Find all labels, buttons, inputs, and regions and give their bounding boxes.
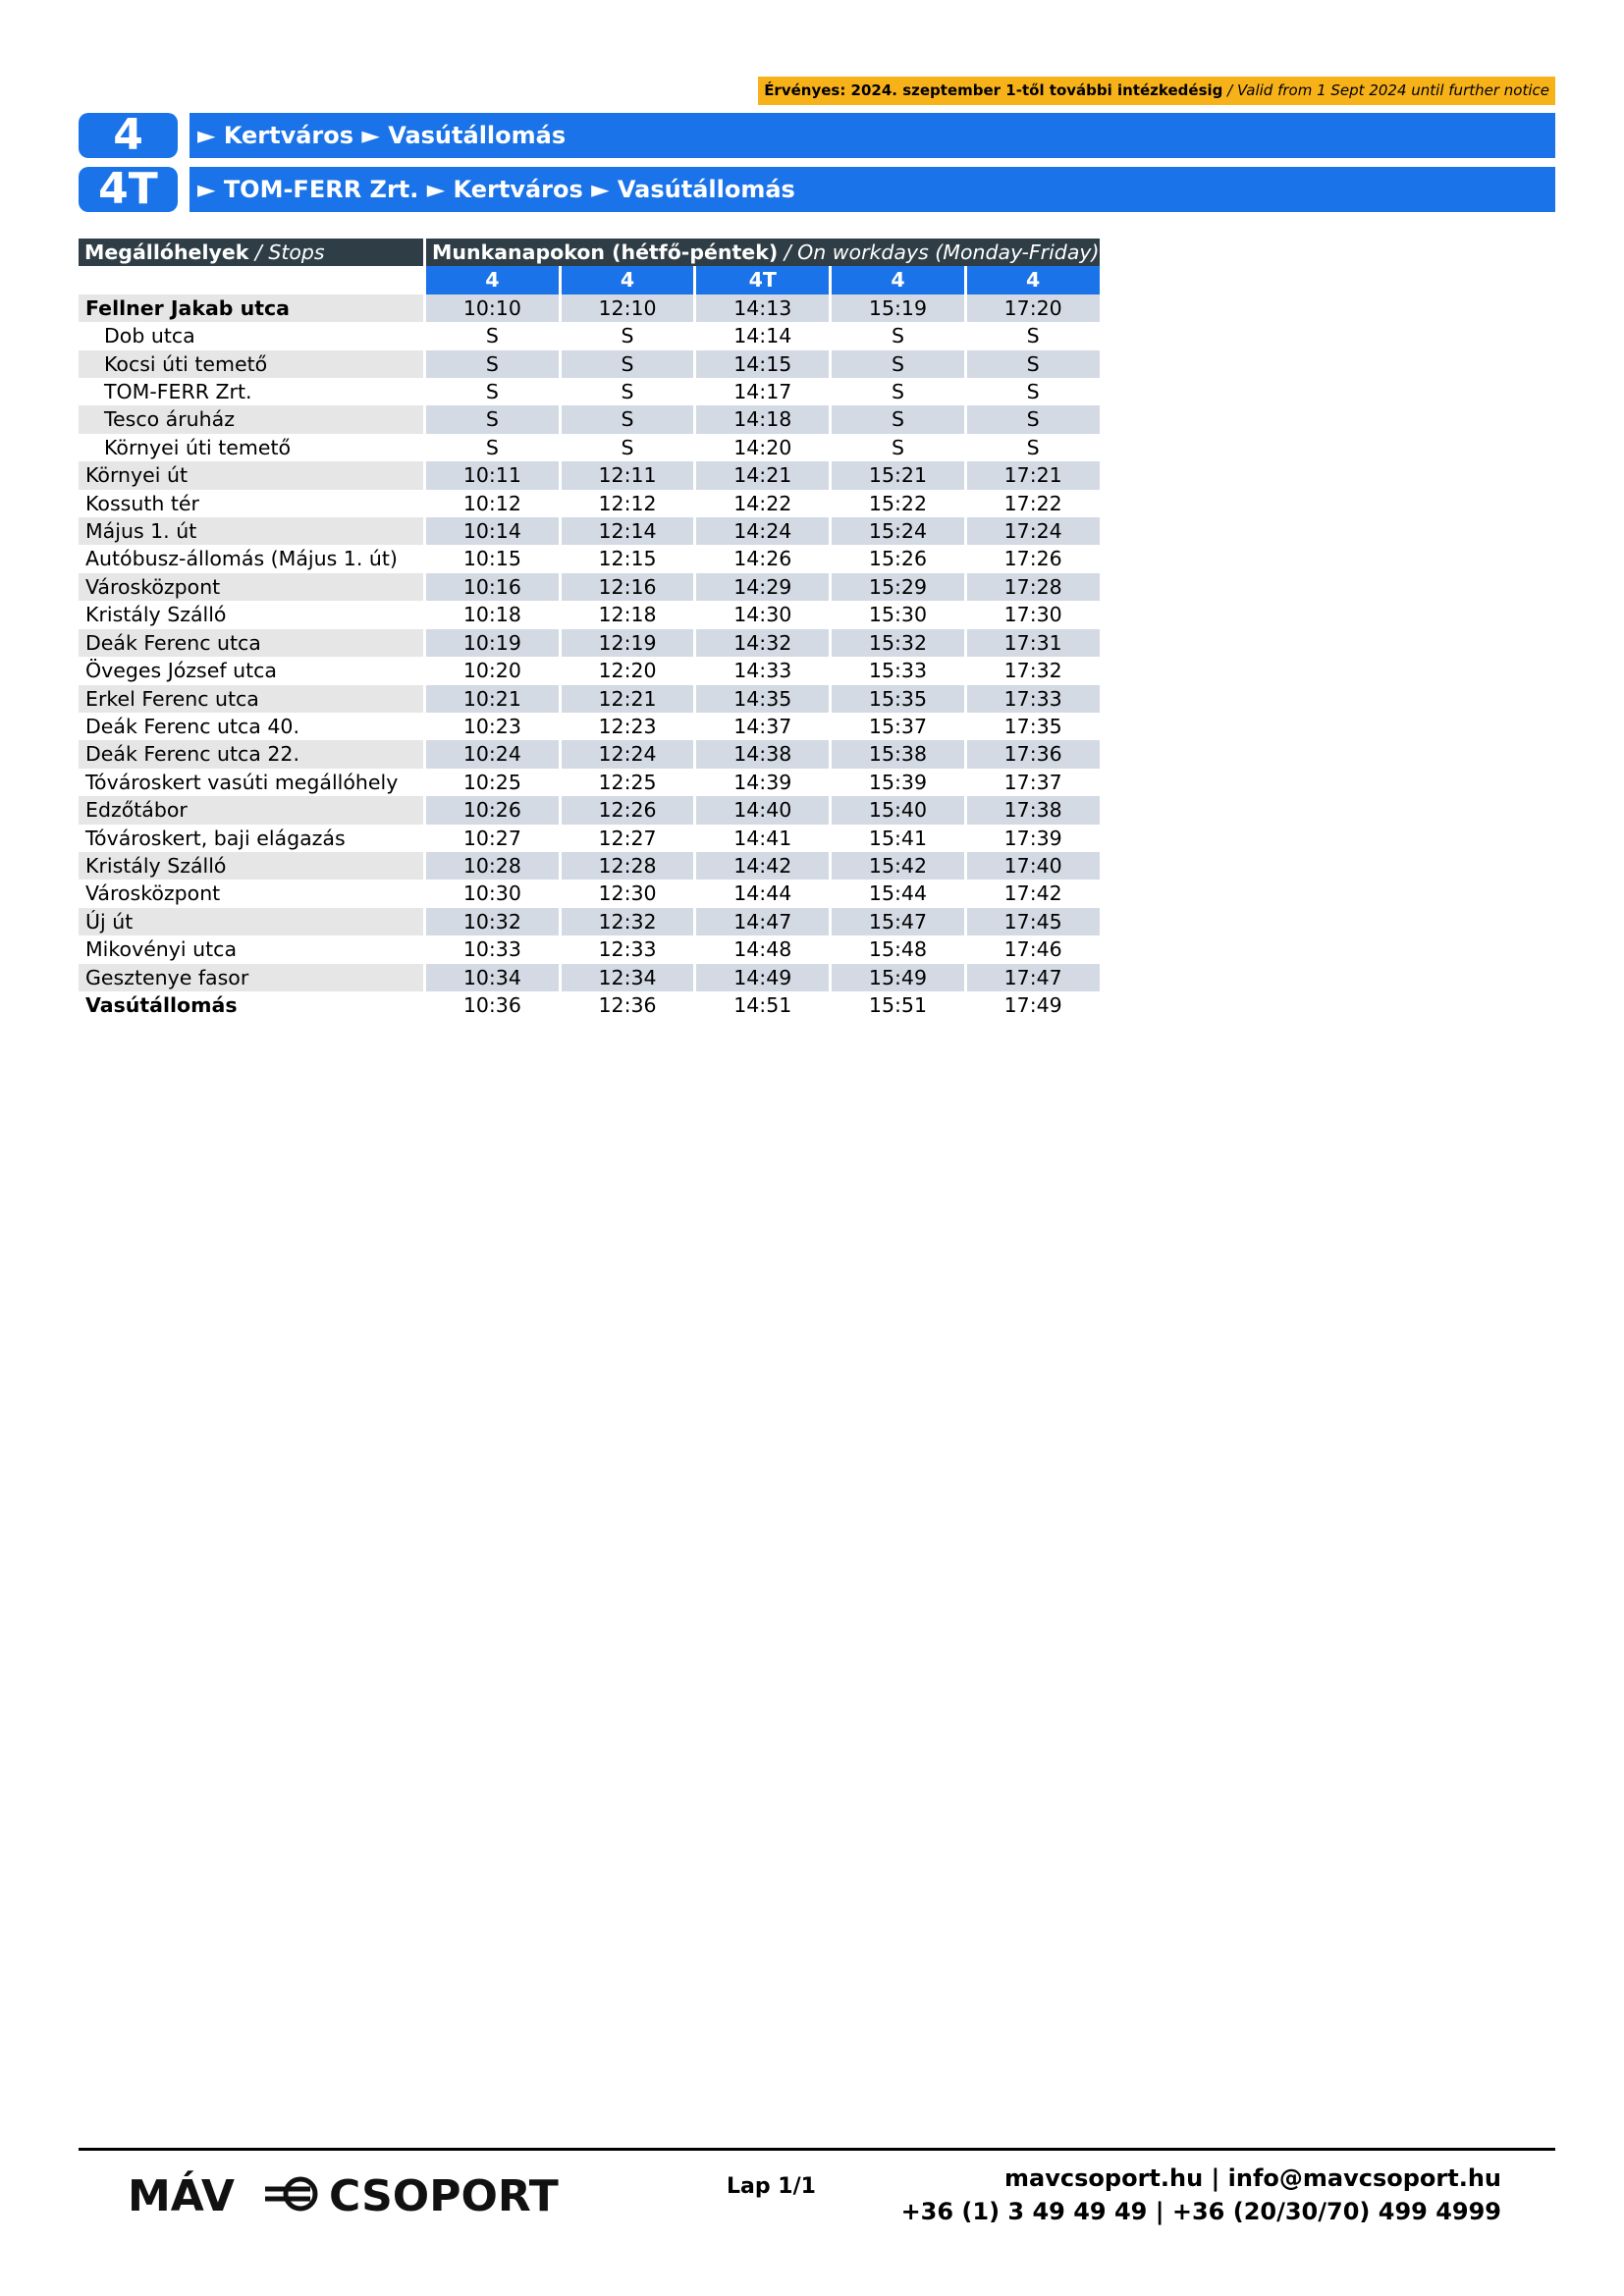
table-row [79, 294, 1100, 322]
departure-time: 15:42 [832, 852, 964, 880]
departure-time: 10:28 [426, 852, 559, 880]
stop-name: Deák Ferenc utca [79, 629, 423, 657]
route-badge: 4T [79, 167, 178, 212]
timetable-header-row [79, 239, 1100, 266]
departure-time: 12:33 [598, 937, 657, 962]
stops-header [79, 239, 423, 266]
departure-time: 10:19 [426, 629, 559, 657]
table-row [79, 657, 1100, 684]
departure-time: 12:26 [562, 796, 694, 824]
departure-time: 17:49 [1003, 992, 1062, 1017]
page-number: Lap 1/1 [727, 2174, 816, 2199]
departure-time: 15:44 [868, 881, 927, 906]
table-row [79, 713, 1100, 740]
departure-time: 12:24 [562, 740, 694, 768]
stops-header-hu: Megállóhelyek [84, 240, 249, 264]
departure-time: 14:26 [733, 547, 792, 571]
departure-time: 15:47 [832, 908, 964, 935]
departure-time: S [1026, 324, 1040, 348]
contact-web-email: mavcsoport.hu | info@mavcsoport.hu [1004, 2164, 1501, 2192]
departure-time: S [485, 380, 499, 404]
table-row [79, 573, 1100, 601]
departure-time: S [891, 324, 904, 348]
stop-name: Erkel Ferenc utca [79, 685, 423, 713]
table-row [79, 796, 1100, 824]
departure-time: 14:20 [733, 435, 792, 459]
table-row [79, 434, 1100, 461]
departure-time: S [485, 324, 499, 348]
departure-time: S [562, 405, 694, 433]
route-row-4t [79, 164, 1555, 214]
departure-time: S [967, 405, 1100, 433]
stop-name: Deák Ferenc utca 22. [79, 740, 423, 768]
departure-time: 17:31 [967, 629, 1100, 657]
table-row [79, 880, 1100, 907]
stop-name: Tesco áruház [79, 405, 423, 433]
table-row [79, 461, 1100, 489]
route-path: ► Kertváros ► Vasútállomás [189, 113, 1555, 158]
departure-time: 12:10 [562, 294, 694, 322]
departure-time: 15:21 [832, 461, 964, 489]
departure-time: 17:39 [1003, 826, 1062, 850]
stop-name: Május 1. út [79, 517, 423, 545]
departure-time: 15:51 [868, 992, 927, 1017]
departure-time: 14:37 [733, 714, 792, 738]
stop-name: Kossuth tér [85, 491, 199, 515]
route-column-head: 4 [967, 266, 1100, 294]
stops-header-en: / Stops [248, 240, 325, 264]
departure-time: 17:40 [967, 852, 1100, 880]
departure-time: 14:51 [733, 992, 792, 1017]
departure-time: 10:27 [462, 826, 521, 850]
stop-name: Autóbusz-állomás (Május 1. út) [85, 547, 398, 571]
table-row [79, 629, 1100, 657]
departure-time: 14:21 [696, 461, 829, 489]
departure-time: 15:22 [868, 491, 927, 515]
departure-time: 14:42 [696, 852, 829, 880]
departure-time: S [621, 380, 634, 404]
table-row [79, 545, 1100, 572]
table-row [79, 517, 1100, 545]
departure-time: S [621, 324, 634, 348]
stop-name: Környei út [79, 461, 423, 489]
departure-time: S [1026, 380, 1040, 404]
stop-name: Kristály Szálló [79, 852, 423, 880]
route-row-4 [79, 110, 1555, 160]
departure-time: 15:41 [868, 826, 927, 850]
departure-time: 12:23 [598, 714, 657, 738]
departure-time: 10:33 [462, 937, 521, 962]
departure-time: 12:34 [562, 964, 694, 991]
departure-time: 14:48 [733, 937, 792, 962]
table-row [79, 350, 1100, 378]
stop-name: Fellner Jakab utca [79, 294, 423, 322]
validity-hu: Érvényes: 2024. szeptember 1-től további intézkedésig [764, 81, 1223, 99]
stop-name: Dob utca [104, 324, 195, 348]
route-badge: 4 [79, 113, 178, 158]
table-row [79, 322, 1100, 349]
departure-time: 14:14 [733, 324, 792, 348]
departure-time: 17:21 [967, 461, 1100, 489]
table-row [79, 740, 1100, 768]
contact-info [901, 2162, 1501, 2228]
days-header-hu: Munkanapokon (hétfő-péntek) [432, 240, 779, 264]
departure-time: 12:15 [598, 547, 657, 571]
table-row [79, 908, 1100, 935]
departure-time: 12:19 [562, 629, 694, 657]
departure-time: 10:20 [462, 659, 521, 683]
table-row [79, 991, 1100, 1019]
route-columns-row [79, 266, 1100, 294]
departure-time: 12:21 [562, 685, 694, 713]
table-row [79, 769, 1100, 796]
departure-time: 12:28 [562, 852, 694, 880]
svg-text:CSOPORT: CSOPORT [329, 2171, 559, 2218]
table-row [79, 685, 1100, 713]
departure-time: S [426, 405, 559, 433]
table-row [79, 490, 1100, 517]
svg-text:MÁV: MÁV [128, 2171, 235, 2218]
table-row [79, 852, 1100, 880]
departure-time: 12:18 [598, 603, 657, 627]
departure-time: 15:40 [832, 796, 964, 824]
departure-time: S [426, 350, 559, 378]
departure-time: 10:25 [462, 770, 521, 794]
departure-time: 12:20 [598, 659, 657, 683]
departure-time: 17:24 [967, 517, 1100, 545]
footer-divider [79, 2148, 1555, 2151]
stop-name: Öveges József utca [85, 659, 277, 683]
departure-time: 17:22 [1003, 491, 1062, 515]
departure-time: 12:11 [562, 461, 694, 489]
departure-time: 10:15 [462, 547, 521, 571]
departure-time: 17:37 [1003, 770, 1062, 794]
departure-time: 15:38 [832, 740, 964, 768]
departure-time: 14:41 [733, 826, 792, 850]
departure-time: 15:26 [868, 547, 927, 571]
departure-time: 14:13 [696, 294, 829, 322]
departure-time: 14:29 [696, 573, 829, 601]
route-column-head: 4 [832, 266, 964, 294]
validity-notice [758, 77, 1555, 105]
stop-name: Városközpont [85, 881, 221, 906]
timetable-body [79, 294, 1100, 1020]
departure-time: 14:40 [696, 796, 829, 824]
departure-time: 14:33 [733, 659, 792, 683]
table-row [79, 601, 1100, 628]
table-row [79, 405, 1100, 433]
departure-time: 14:15 [696, 350, 829, 378]
stop-name: Kristály Szálló [85, 603, 227, 627]
stop-name: Kocsi úti temető [79, 350, 423, 378]
departure-time: 15:29 [832, 573, 964, 601]
table-row [79, 825, 1100, 852]
departure-time: 15:39 [868, 770, 927, 794]
departure-time: 10:24 [426, 740, 559, 768]
departure-time: 17:45 [967, 908, 1100, 935]
stop-name: Környei úti temető [104, 435, 292, 459]
departure-time: 14:38 [696, 740, 829, 768]
stop-name: Edzőtábor [79, 796, 423, 824]
departure-time: 10:10 [426, 294, 559, 322]
departure-time: 10:12 [462, 491, 521, 515]
departure-time: 17:46 [1003, 937, 1062, 962]
logo-rail-icon [265, 2179, 315, 2209]
departure-time: 14:17 [733, 380, 792, 404]
departure-time: S [967, 350, 1100, 378]
departure-time: 15:49 [832, 964, 964, 991]
departure-time: 10:26 [426, 796, 559, 824]
departure-time: 14:49 [696, 964, 829, 991]
departure-time: 10:21 [426, 685, 559, 713]
departure-time: S [621, 435, 634, 459]
departure-time: 14:22 [733, 491, 792, 515]
departure-time: 14:44 [733, 881, 792, 906]
stop-name: Tóvároskert, baji elágazás [85, 826, 346, 850]
table-row [79, 964, 1100, 991]
departure-time: 10:30 [462, 881, 521, 906]
departure-time: S [485, 435, 499, 459]
route-path: ► TOM-FERR Zrt. ► Kertváros ► Vasútállomás [189, 167, 1555, 212]
departure-time: 14:32 [696, 629, 829, 657]
departure-time: 14:39 [733, 770, 792, 794]
days-header [426, 239, 1100, 266]
departure-time: 15:33 [868, 659, 927, 683]
table-row [79, 935, 1100, 963]
departure-time: 15:37 [868, 714, 927, 738]
stop-name: Városközpont [79, 573, 423, 601]
departure-time: S [832, 350, 964, 378]
stop-name: TOM-FERR Zrt. [104, 380, 252, 404]
route-column-head: 4 [426, 266, 559, 294]
departure-time: 10:32 [426, 908, 559, 935]
mav-csoport-logo [128, 2169, 609, 2218]
stop-name: Tóvároskert vasúti megállóhely [85, 770, 399, 794]
departure-time: 12:27 [598, 826, 657, 850]
departure-time: 15:24 [832, 517, 964, 545]
validity-en: / Valid from 1 Sept 2024 until further notice [1222, 81, 1549, 99]
departure-time: 12:14 [562, 517, 694, 545]
departure-time: 10:36 [462, 992, 521, 1017]
stop-name: Mikovényi utca [85, 937, 238, 962]
stop-name: Deák Ferenc utca 40. [85, 714, 299, 738]
departure-time: 15:32 [832, 629, 964, 657]
departure-time: 15:48 [868, 937, 927, 962]
departure-time: 15:19 [832, 294, 964, 322]
departure-time: 14:24 [696, 517, 829, 545]
departure-time: 12:25 [598, 770, 657, 794]
stop-name: Új út [79, 908, 423, 935]
departure-time: 14:30 [733, 603, 792, 627]
departure-time: 14:47 [696, 908, 829, 935]
departure-time: 17:20 [967, 294, 1100, 322]
route-columns-spacer [79, 266, 423, 294]
contact-phones: +36 (1) 3 49 49 49 | +36 (20/30/70) 499 4999 [900, 2198, 1501, 2225]
departure-time: 10:23 [462, 714, 521, 738]
departure-time: 12:12 [598, 491, 657, 515]
departure-time: 14:35 [696, 685, 829, 713]
departure-time: 17:28 [967, 573, 1100, 601]
timetable [76, 239, 1103, 1019]
departure-time: S [1026, 435, 1040, 459]
route-column-head: 4 [562, 266, 694, 294]
route-column-head: 4T [696, 266, 829, 294]
departure-time: S [891, 435, 904, 459]
departure-time: S [891, 380, 904, 404]
departure-time: 17:33 [967, 685, 1100, 713]
departure-time: 17:36 [967, 740, 1100, 768]
departure-time: 10:11 [426, 461, 559, 489]
departure-time: 17:32 [1003, 659, 1062, 683]
departure-time: 10:16 [426, 573, 559, 601]
departure-time: 10:34 [426, 964, 559, 991]
departure-time: 17:26 [1003, 547, 1062, 571]
table-row [79, 378, 1100, 405]
departure-time: 15:30 [868, 603, 927, 627]
departure-time: 10:18 [462, 603, 521, 627]
departure-time: S [832, 405, 964, 433]
departure-time: 17:47 [967, 964, 1100, 991]
days-header-en: / On workdays (Monday-Friday) [778, 240, 1100, 264]
departure-time: 12:30 [598, 881, 657, 906]
departure-time: 10:14 [426, 517, 559, 545]
departure-time: 17:42 [1003, 881, 1062, 906]
departure-time: 14:18 [696, 405, 829, 433]
departure-time: 12:16 [562, 573, 694, 601]
departure-time: 17:38 [967, 796, 1100, 824]
stop-name: Vasútállomás [85, 992, 238, 1017]
stop-name: Gesztenye fasor [79, 964, 423, 991]
departure-time: 12:36 [598, 992, 657, 1017]
departure-time: 15:35 [832, 685, 964, 713]
departure-time: 17:30 [1003, 603, 1062, 627]
departure-time: 12:32 [562, 908, 694, 935]
departure-time: 17:35 [1003, 714, 1062, 738]
departure-time: S [562, 350, 694, 378]
